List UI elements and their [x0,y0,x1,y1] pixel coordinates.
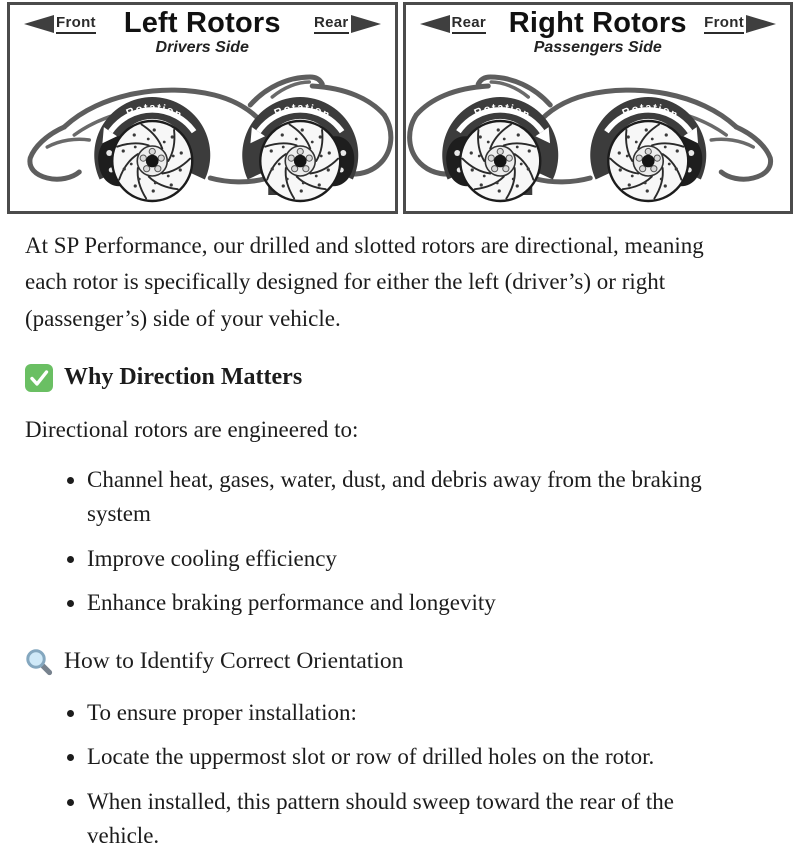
rotation-label: Rotation [472,101,532,122]
identification-steps-list [25,696,725,854]
section-title: Why Direction Matters [64,364,303,391]
list-item: • Channel heat, gases, water, dust, and debris away from the braking system [87,463,725,532]
why-direction-heading [25,364,772,392]
lead-sentence: Directional rotors are engineered to: [25,416,359,442]
panel-title: Right Rotors [508,7,687,39]
magnifier-icon [25,648,53,676]
right-arrow-icon [746,15,776,33]
rear-direction-indicator [420,14,487,34]
panel-subtitle: Drivers Side [155,39,249,56]
list-item: • Locate the uppermost slot or row of drilled holes on the rotor. [87,740,725,775]
how-to-identify-heading [25,648,772,676]
rotation-label: Rotation [272,101,333,122]
front-direction-indicator [704,14,776,34]
front-direction-indicator [24,14,96,34]
section-title: How to Identify Correct Orientation [64,648,404,675]
direction-label: Rear [452,14,487,34]
list-item: • To ensure proper installation: [87,696,725,731]
left-rotors-panel [7,2,398,214]
rotation-label: Rotation [620,101,680,122]
check-icon [25,364,53,392]
panel-title: Left Rotors [123,7,281,39]
rotor-direction-diagram [0,0,800,214]
right-rotors-panel [403,2,794,214]
rear-direction-indicator [314,14,381,34]
left-car-illustration [10,61,395,213]
direction-label: Front [56,14,96,34]
list-item: • Enhance braking performance and longevity [87,586,725,621]
direction-label: Rear [314,14,349,34]
right-arrow-icon [351,15,381,33]
left-arrow-icon [420,15,450,33]
left-arrow-icon [24,15,54,33]
benefits-list [25,463,725,621]
list-item: • Improve cooling efficiency [87,542,725,577]
rotation-label: Rotation [124,101,185,122]
left-panel-header [10,5,395,61]
right-panel-header [406,5,791,61]
direction-label: Front [704,14,744,34]
panel-subtitle: Passengers Side [533,39,662,56]
intro-paragraph: At SP Performance, our drilled and slotted rotors are directional, meaning each rotor is specifically designed for either the left (driver’s) or right (passenger’s) side of your vehicle. [25,233,704,331]
article-body [0,214,800,854]
right-car-illustration [406,61,791,213]
list-item: • When installed, this pattern should sweep toward the rear of the vehicle. [87,785,725,854]
